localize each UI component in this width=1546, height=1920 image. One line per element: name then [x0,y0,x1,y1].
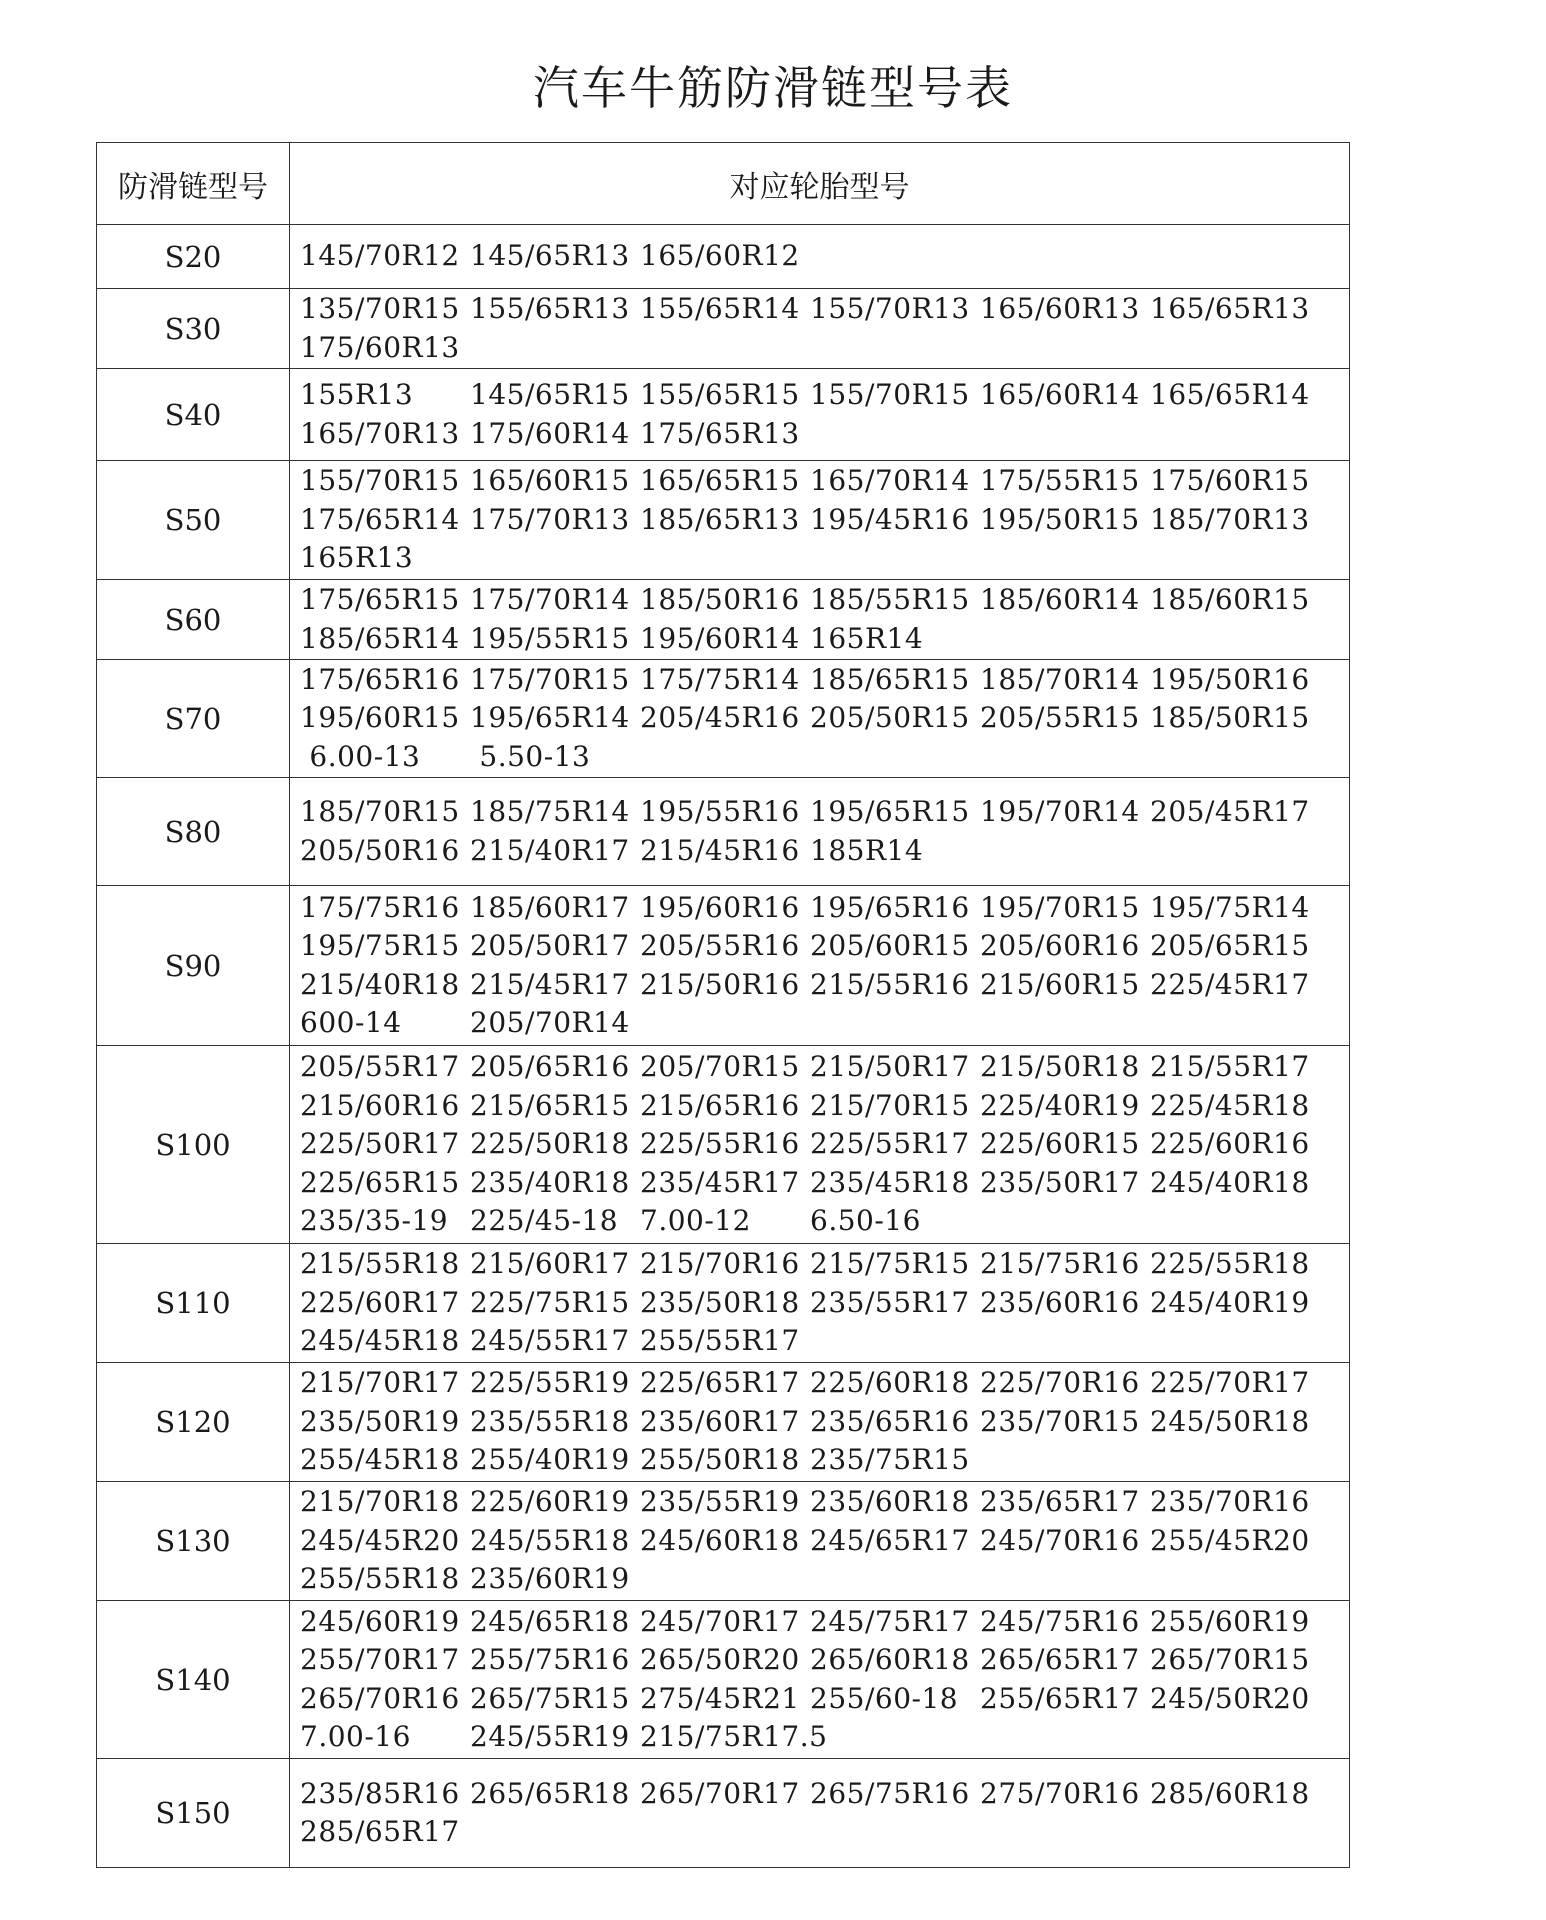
tire-size: 195/60R15 [300,701,460,735]
tire-size: 245/45R18 [300,1324,460,1358]
tire-size: 225/40R19 [980,1088,1140,1122]
tire-models-cell [290,461,1350,580]
tire-size: 255/55R17 [640,1324,800,1358]
tire-size: 235/50R19 [300,1404,460,1438]
tire-size: 205/70R14 [470,1006,630,1039]
tire-size: 225/45R17 [1150,967,1310,1001]
tire-size: 225/65R15 [300,1165,460,1199]
tire-size: 215/60R16 [300,1088,460,1122]
tire-size: 235/85R16 [300,1776,460,1810]
tire-size: 155/65R13 [470,292,630,325]
tire-size: 155/70R15 [300,464,460,498]
tire-size: 245/55R18 [470,1523,630,1557]
tire-size: 225/70R17 [1150,1366,1310,1400]
tire-models-cell [290,1482,1350,1601]
tire-size-list [290,462,1349,578]
tire-size: 235/60R17 [640,1404,800,1438]
tire-size: 215/75R17.5 [640,1720,828,1753]
tire-models-cell [290,1046,1350,1244]
tire-size: 205/45R16 [640,701,800,735]
table-row [97,580,1350,660]
tire-size: 255/40R19 [470,1443,630,1477]
tire-size: 195/70R14 [980,795,1140,828]
tire-size: 185/65R15 [810,662,970,696]
tire-size: 255/60-18 [810,1681,959,1715]
tire-size: 165/65R14 [1150,378,1310,411]
tire-size: 165/60R13 [980,292,1140,325]
tire-size: 225/60R16 [1150,1127,1310,1161]
tire-size: 195/55R15 [470,621,630,655]
tire-size-list [290,1483,1349,1599]
tire-size: 195/55R16 [640,795,800,828]
tire-size: 255/50R18 [640,1443,800,1477]
tire-size-list [290,1245,1349,1361]
tire-size: 155/65R14 [640,292,800,325]
chain-model-cell: S110 [97,1244,290,1363]
tire-size: 5.50-13 [470,739,591,773]
tire-size: 165/70R14 [810,464,970,498]
tire-size: 235/45R18 [810,1165,970,1199]
tire-size: 285/65R17 [300,1815,460,1848]
tire-models-cell [290,1759,1350,1868]
tire-size: 265/60R18 [810,1643,970,1676]
tire-size: 235/50R18 [640,1285,800,1319]
chain-model-cell: S80 [97,778,290,886]
tire-models-cell [290,289,1350,369]
tire-size: 175/60R13 [300,330,460,364]
tire-size: 245/75R17 [810,1604,970,1638]
tire-size: 195/60R16 [640,890,800,924]
tire-size: 6.00-13 [300,739,421,773]
chain-model-cell: S20 [97,225,290,289]
tire-size: 145/65R15 [470,378,630,411]
tire-size: 225/55R18 [1150,1247,1310,1281]
tire-size: 175/75R14 [640,662,800,696]
tire-size: 235/65R17 [980,1485,1140,1519]
tire-size: 165/60R12 [640,239,800,273]
tire-size: 205/55R16 [640,929,800,962]
tire-size: 165R13 [300,541,414,575]
table-row [97,1759,1350,1868]
tire-size: 225/45-18 [470,1204,619,1238]
tire-size: 175/70R14 [470,583,630,616]
tire-size: 175/65R13 [640,416,800,450]
tire-size: 185/55R15 [810,583,970,616]
tire-size: 235/45R17 [640,1165,800,1199]
tire-size: 235/55R17 [810,1285,970,1319]
tire-size: 225/55R19 [470,1366,630,1400]
tire-size: 175/60R15 [1150,464,1310,498]
chain-model-cell: S120 [97,1363,290,1482]
tire-size: 195/70R15 [980,890,1140,924]
tire-size: 215/40R18 [300,967,460,1001]
tire-size: 145/65R13 [470,239,630,273]
tire-size-list [290,237,1349,276]
tire-size: 215/75R15 [810,1247,970,1281]
tire-size: 215/60R17 [470,1247,630,1281]
table-row [97,886,1350,1046]
tire-size: 225/45R18 [1150,1088,1310,1122]
tire-models-cell [290,1601,1350,1759]
tire-size-list [290,1364,1349,1480]
tire-size: 245/60R18 [640,1523,800,1557]
tire-size: 255/75R16 [470,1643,630,1676]
tire-size: 205/50R16 [300,833,460,867]
tire-size: 225/60R15 [980,1127,1140,1161]
tire-size: 215/40R17 [470,833,630,867]
tire-size: 225/70R16 [980,1366,1140,1400]
tire-size: 7.00-12 [640,1204,751,1238]
tire-size: 205/55R17 [300,1050,460,1084]
tire-size: 245/40R19 [1150,1285,1310,1319]
tire-size: 175/70R15 [470,662,630,696]
tire-size: 255/45R18 [300,1443,460,1477]
tire-size: 600-14 [300,1006,402,1039]
tire-size: 215/65R16 [640,1088,800,1122]
tire-size: 215/70R17 [300,1366,460,1400]
tire-size: 245/50R20 [1150,1681,1310,1715]
tire-size: 175/65R15 [300,583,460,616]
tire-size: 195/65R14 [470,701,630,735]
tire-size: 255/45R20 [1150,1523,1310,1557]
tire-size: 215/70R15 [810,1088,970,1122]
table-body [97,225,1350,1868]
tire-size: 235/35-19 [300,1204,449,1238]
tire-size: 155/70R15 [810,378,970,411]
tire-size: 235/60R19 [470,1562,630,1596]
tire-size: 175/65R16 [300,662,460,696]
tire-size: 155/65R15 [640,378,800,411]
table-row [97,1482,1350,1601]
tire-size: 265/70R17 [640,1776,800,1810]
tire-size: 205/60R16 [980,929,1140,962]
tire-size: 215/55R16 [810,967,970,1001]
table-row [97,1046,1350,1244]
tire-size-list [290,1603,1349,1757]
tire-size: 225/50R18 [470,1127,630,1161]
tire-size: 145/70R12 [300,239,460,273]
table-row [97,778,1350,886]
tire-size: 225/60R17 [300,1285,460,1319]
header-row [97,143,1350,225]
tire-size: 205/70R15 [640,1050,800,1084]
tire-size: 245/60R19 [300,1604,460,1638]
tire-size: 185/70R15 [300,795,460,828]
header-chain-model: 防滑链型号 [97,143,290,225]
tire-size-list [290,889,1349,1043]
tire-size: 155R13 [300,378,414,411]
table-row [97,289,1350,369]
tire-size: 185/65R14 [300,621,460,655]
tire-size: 195/50R16 [1150,662,1310,696]
table-row [97,1363,1350,1482]
tire-size: 235/60R16 [980,1285,1140,1319]
tire-size: 185/60R15 [1150,583,1310,616]
tire-size: 205/60R15 [810,929,970,962]
tire-size: 215/65R15 [470,1088,630,1122]
tire-size: 255/65R17 [980,1681,1140,1715]
tire-size: 205/65R15 [1150,929,1310,962]
tire-size: 225/65R17 [640,1366,800,1400]
tire-size: 215/45R17 [470,967,630,1001]
tire-size: 265/65R18 [470,1776,630,1810]
chain-model-cell: S70 [97,660,290,778]
tire-size: 245/55R17 [470,1324,630,1358]
chain-model-cell: S30 [97,289,290,369]
tire-size: 235/70R15 [980,1404,1140,1438]
tire-size: 245/65R18 [470,1604,630,1638]
tire-models-cell [290,1244,1350,1363]
tire-size: 215/50R16 [640,967,800,1001]
tire-size: 185/75R14 [470,795,630,828]
tire-size: 215/70R18 [300,1485,460,1519]
tire-size: 165/65R13 [1150,292,1310,325]
tire-size: 185/60R17 [470,890,630,924]
tire-size: 215/70R16 [640,1247,800,1281]
tire-size: 175/65R14 [300,502,460,536]
tire-models-cell [290,778,1350,886]
chain-model-cell: S40 [97,369,290,461]
chain-model-cell: S150 [97,1759,290,1868]
table-row [97,369,1350,461]
tire-size: 215/55R17 [1150,1050,1310,1084]
tire-models-cell [290,1363,1350,1482]
table-row [97,1244,1350,1363]
tire-size: 225/55R17 [810,1127,970,1161]
tire-size: 245/75R16 [980,1604,1140,1638]
header-tire-models: 对应轮胎型号 [290,143,1350,225]
tire-models-cell [290,580,1350,660]
tire-size: 245/70R16 [980,1523,1140,1557]
chain-model-cell: S140 [97,1601,290,1759]
tire-size: 195/45R16 [810,502,970,536]
tire-size: 215/50R17 [810,1050,970,1084]
tire-size-list [290,1775,1349,1852]
tire-size: 235/70R16 [1150,1485,1310,1519]
tire-models-cell [290,225,1350,289]
tire-size: 265/75R15 [470,1681,630,1715]
tire-size: 135/70R15 [300,292,460,325]
tire-size: 165R14 [810,621,924,655]
tire-size: 165/60R15 [470,464,630,498]
tire-size-list [290,793,1349,870]
tire-size: 265/50R20 [640,1643,800,1676]
tire-size: 225/75R15 [470,1285,630,1319]
tire-size: 245/45R20 [300,1523,460,1557]
tire-size: 265/70R15 [1150,1643,1310,1676]
tire-models-cell [290,660,1350,778]
table-row [97,1601,1350,1759]
table-row [97,461,1350,580]
chain-model-cell: S90 [97,886,290,1046]
tire-size-list [290,581,1349,658]
tire-size: 245/70R17 [640,1604,800,1638]
tire-size: 205/50R15 [810,701,970,735]
tire-size: 205/45R17 [1150,795,1310,828]
tire-size: 165/70R13 [300,416,460,450]
chain-model-cell: S100 [97,1046,290,1244]
tire-size: 255/60R19 [1150,1604,1310,1638]
tire-size: 265/75R16 [810,1776,970,1810]
tire-models-cell [290,369,1350,461]
tire-size: 235/60R18 [810,1485,970,1519]
tire-size: 195/50R15 [980,502,1140,536]
tire-size: 185R14 [810,833,924,867]
tire-size: 265/65R17 [980,1643,1140,1676]
tire-size: 215/60R15 [980,967,1140,1001]
tire-size: 245/65R17 [810,1523,970,1557]
tire-size: 235/55R19 [640,1485,800,1519]
tire-size: 185/50R15 [1150,701,1310,735]
tire-size: 175/55R15 [980,464,1140,498]
tire-size: 195/65R15 [810,795,970,828]
tire-size: 205/50R17 [470,929,630,962]
tire-size: 225/60R18 [810,1366,970,1400]
tire-size: 235/40R18 [470,1165,630,1199]
chain-model-cell: S130 [97,1482,290,1601]
tire-size: 235/55R18 [470,1404,630,1438]
tire-size: 155/70R13 [810,292,970,325]
tire-size: 225/55R16 [640,1127,800,1161]
tire-size: 185/65R13 [640,502,800,536]
tire-models-cell [290,886,1350,1046]
tire-size: 175/60R14 [470,416,630,450]
tire-size: 225/50R17 [300,1127,460,1161]
page-title: 汽车牛筋防滑链型号表 [533,61,1013,115]
chain-model-table [96,142,1350,1868]
tire-size: 235/75R15 [810,1443,970,1477]
tire-size: 215/50R18 [980,1050,1140,1084]
tire-size: 195/65R16 [810,890,970,924]
tire-size: 195/60R14 [640,621,800,655]
tire-size: 275/45R21 [640,1681,800,1715]
tire-size: 165/60R14 [980,378,1140,411]
tire-size: 215/75R16 [980,1247,1140,1281]
tire-size: 215/45R16 [640,833,800,867]
table-row [97,225,1350,289]
tire-size: 275/70R16 [980,1776,1140,1810]
tire-size: 165/65R15 [640,464,800,498]
tire-size: 175/75R16 [300,890,460,924]
tire-size: 235/65R16 [810,1404,970,1438]
tire-size: 185/70R14 [980,662,1140,696]
tire-size: 205/65R16 [470,1050,630,1084]
tire-size: 205/55R15 [980,701,1140,735]
tire-size: 6.50-16 [810,1204,921,1238]
tire-size: 245/50R18 [1150,1404,1310,1438]
tire-size: 255/70R17 [300,1643,460,1676]
chain-model-cell: S60 [97,580,290,660]
tire-size: 255/55R18 [300,1562,460,1596]
tire-size: 245/55R19 [470,1720,630,1753]
tire-size: 285/60R18 [1150,1776,1310,1810]
tire-size: 175/70R13 [470,502,630,536]
tire-size-list [290,661,1349,777]
tire-size: 235/50R17 [980,1165,1140,1199]
tire-size: 265/70R16 [300,1681,460,1715]
tire-size: 215/55R18 [300,1247,460,1281]
tire-size: 185/50R16 [640,583,800,616]
table-row [97,660,1350,778]
tire-size-list [290,376,1349,453]
chain-model-cell: S50 [97,461,290,580]
tire-size: 185/60R14 [980,583,1140,616]
tire-size: 7.00-16 [300,1720,411,1753]
tire-size-list [290,1048,1349,1241]
tire-size: 195/75R15 [300,929,460,962]
tire-size: 225/60R19 [470,1485,630,1519]
tire-size: 185/70R13 [1150,502,1310,536]
tire-size: 195/75R14 [1150,890,1310,924]
tire-size: 245/40R18 [1150,1165,1310,1199]
tire-size-list [290,290,1349,367]
